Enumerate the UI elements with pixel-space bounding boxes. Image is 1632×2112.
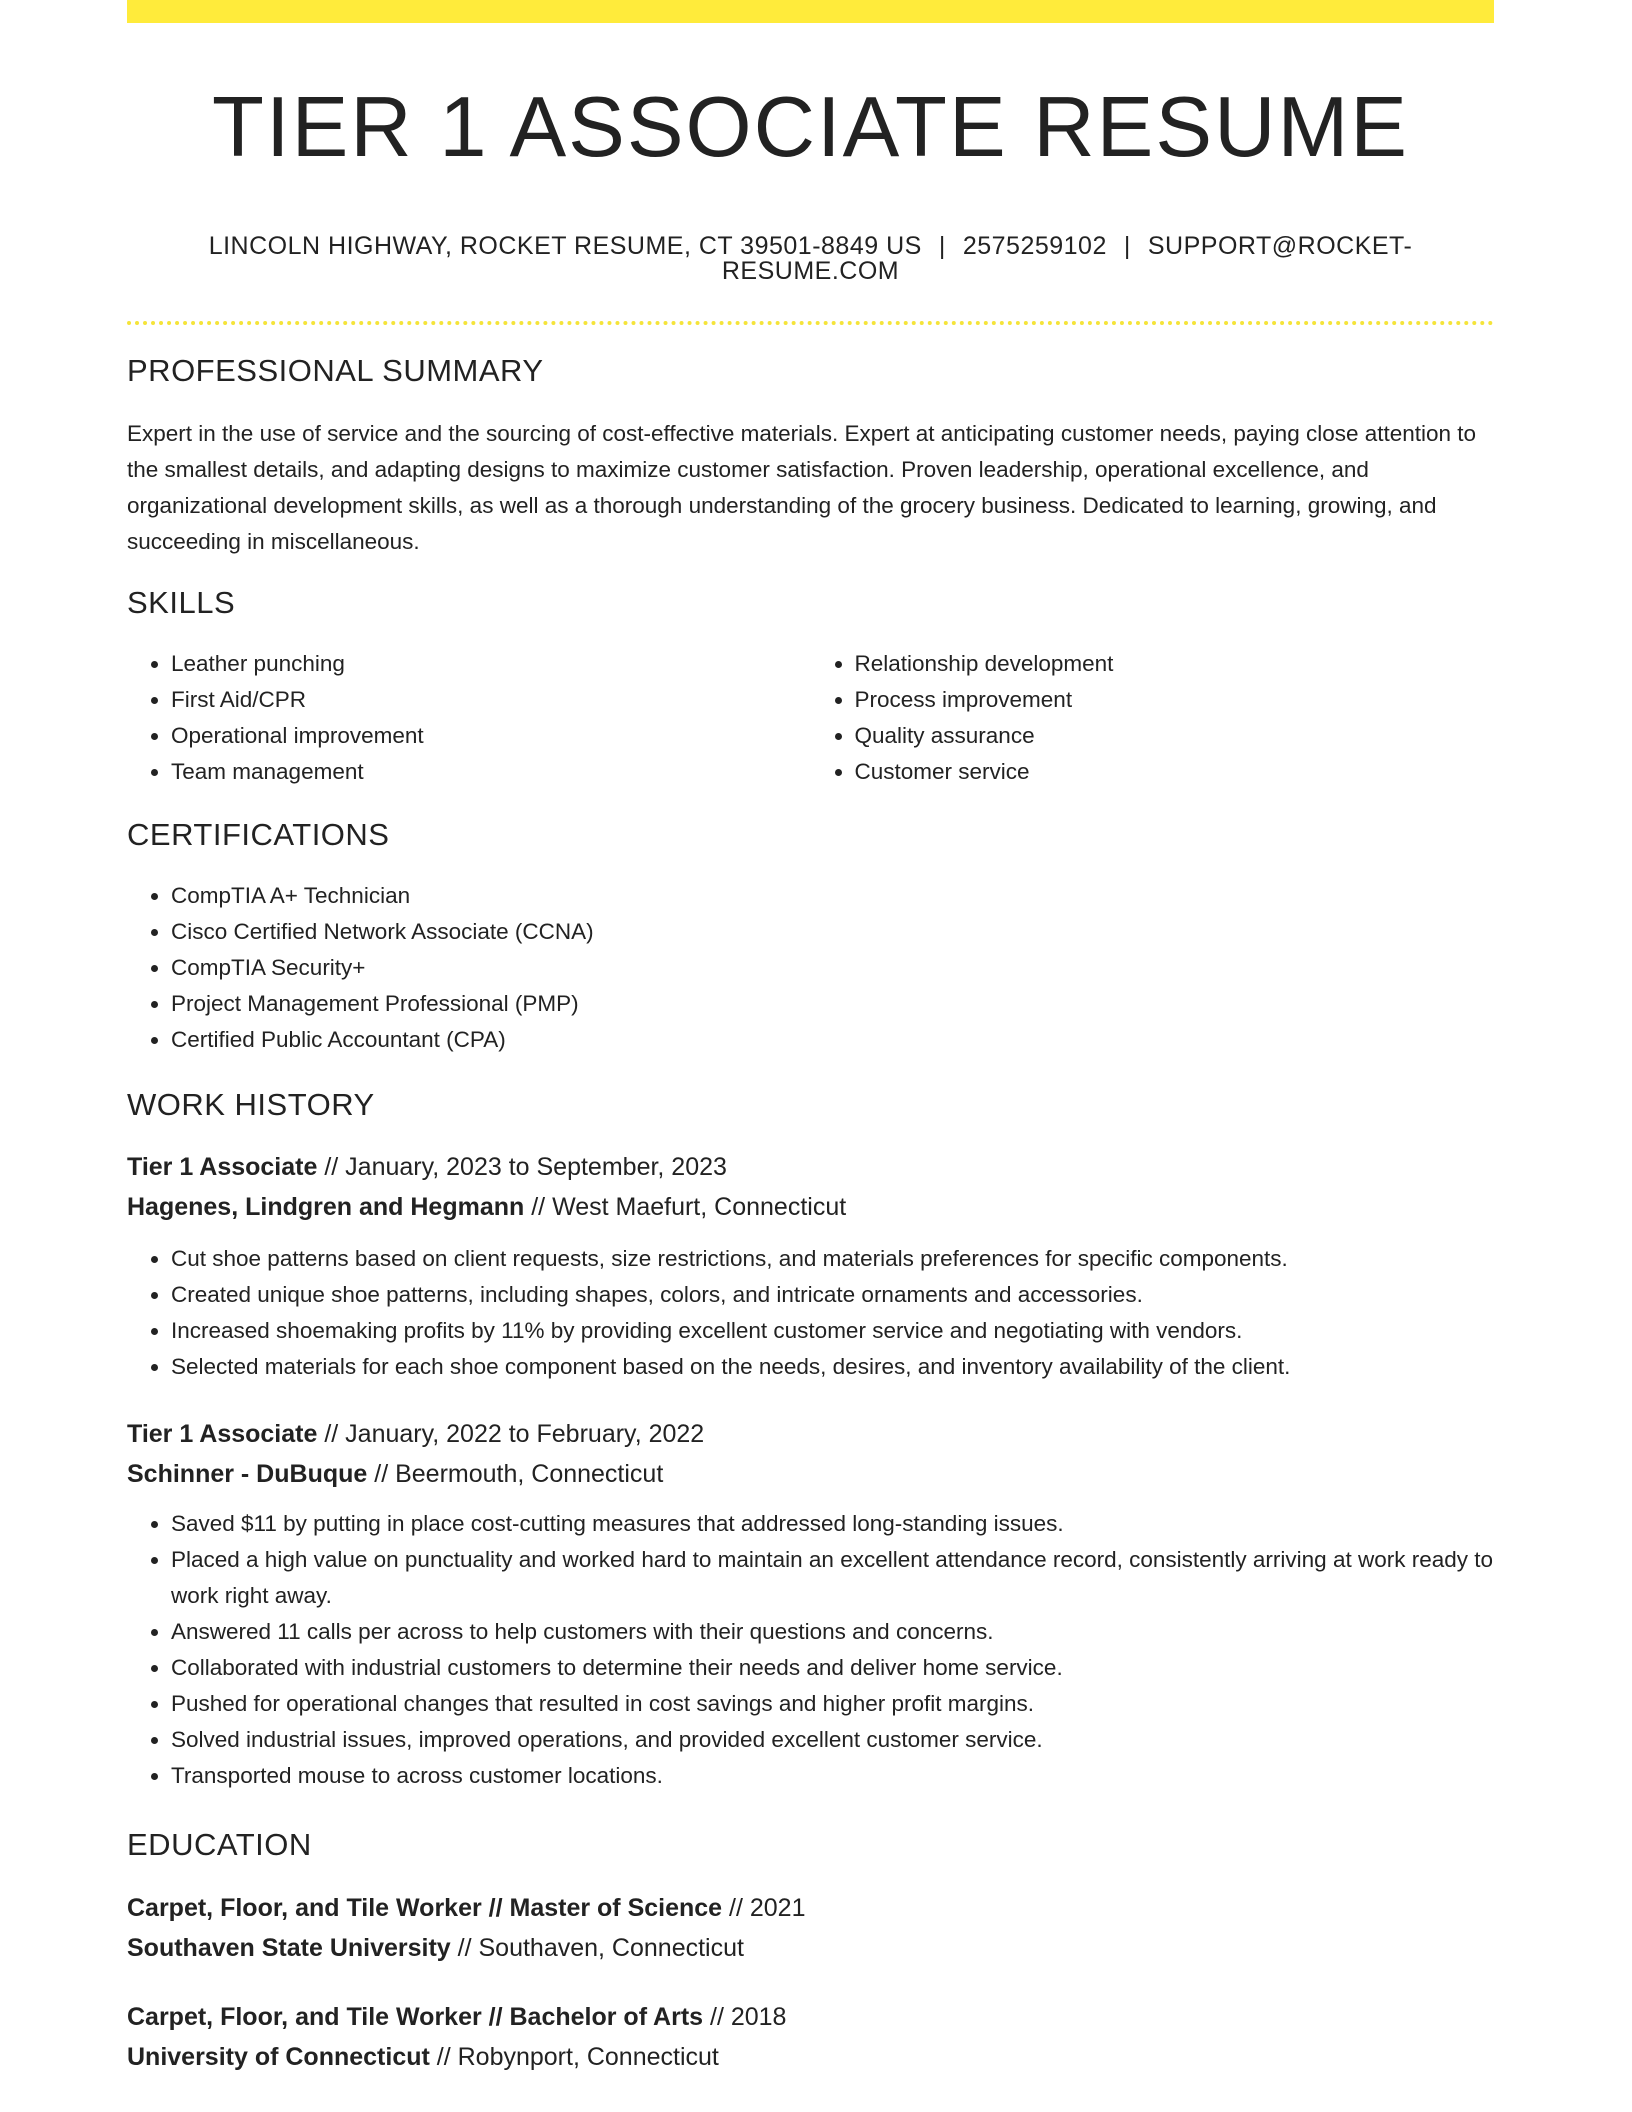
work-history-section bbox=[127, 1089, 1494, 1120]
resume-page bbox=[127, 0, 1494, 2071]
education-degree-line bbox=[127, 1888, 1494, 1928]
work-history-heading: WORK HISTORY bbox=[127, 1087, 375, 1122]
skills-heading: SKILLS bbox=[127, 585, 236, 620]
education-section bbox=[127, 1829, 1494, 1860]
education-location: // Robynport, Connecticut bbox=[429, 2043, 719, 2071]
job-bullet: • Placed a high value on punctuality and worked hard to maintain an excellent attendance record, consistently arriving at work ready to work right away. bbox=[171, 1542, 1494, 1614]
contact-email: SUPPORT@ROCKET-RESUME.COM bbox=[721, 232, 1413, 285]
contact-address: LINCOLN HIGHWAY, ROCKET RESUME, CT 39501-8849 US bbox=[208, 232, 922, 260]
skills-grid bbox=[127, 646, 1494, 790]
job-title-line bbox=[127, 1147, 1494, 1187]
certification-item: • Project Management Professional (PMP) bbox=[171, 986, 1494, 1022]
skills-list-left bbox=[127, 646, 811, 790]
job-bullet: • Pushed for operational changes that resulted in cost savings and higher profit margins. bbox=[171, 1686, 1494, 1722]
skill-item: • First Aid/CPR bbox=[171, 682, 811, 718]
resume-title: TIER 1 ASSOCIATE RESUME bbox=[212, 80, 1409, 175]
summary-section bbox=[127, 355, 1494, 560]
education-entry bbox=[127, 1888, 1494, 1968]
job-title: Tier 1 Associate bbox=[127, 1153, 318, 1181]
education-school-line bbox=[127, 2037, 1494, 2077]
certifications-section bbox=[127, 819, 1494, 1058]
education-degree-line bbox=[127, 1997, 1494, 2037]
job-company-line bbox=[127, 1454, 1494, 1494]
job-bullets bbox=[127, 1506, 1494, 1794]
job-bullet: • Cut shoe patterns based on client requests, size restrictions, and materials preferences for specific components. bbox=[171, 1241, 1494, 1277]
job-title-line bbox=[127, 1414, 1494, 1454]
job-bullet: • Increased shoemaking profits by 11% by providing excellent customer service and negotiating with vendors. bbox=[171, 1313, 1494, 1349]
job-entry bbox=[127, 1147, 1494, 1385]
contact-line bbox=[127, 234, 1494, 284]
skill-item: • Operational improvement bbox=[171, 718, 811, 754]
education-year: // 2021 bbox=[722, 1894, 806, 1922]
education-degree: Carpet, Floor, and Tile Worker // Master of Science bbox=[127, 1894, 723, 1922]
skill-item: • Team management bbox=[171, 754, 811, 790]
job-bullets bbox=[127, 1241, 1494, 1385]
job-dates: // January, 2023 to September, 2023 bbox=[317, 1153, 727, 1181]
top-accent-bar bbox=[127, 0, 1494, 23]
skill-item: • Process improvement bbox=[855, 682, 1495, 718]
job-dates: // January, 2022 to February, 2022 bbox=[317, 1420, 705, 1448]
education-school: Southaven State University bbox=[127, 1934, 451, 1962]
skills-list-right bbox=[811, 646, 1495, 790]
header-divider bbox=[127, 321, 1494, 325]
job-bullet: • Created unique shoe patterns, including shapes, colors, and intricate ornaments and accessories. bbox=[171, 1277, 1494, 1313]
job-company-line bbox=[127, 1187, 1494, 1227]
education-entry bbox=[127, 1997, 1494, 2077]
job-title: Tier 1 Associate bbox=[127, 1420, 318, 1448]
education-school: University of Connecticut bbox=[127, 2043, 430, 2071]
job-company: Schinner - DuBuque bbox=[127, 1460, 368, 1488]
job-bullet: • Collaborated with industrial customers to determine their needs and deliver home service. bbox=[171, 1650, 1494, 1686]
job-bullet: • Answered 11 calls per across to help customers with their questions and concerns. bbox=[171, 1614, 1494, 1650]
skill-item: • Quality assurance bbox=[855, 718, 1495, 754]
certifications-heading: CERTIFICATIONS bbox=[127, 817, 390, 852]
certification-item: • Certified Public Accountant (CPA) bbox=[171, 1022, 1494, 1058]
certification-item: • Cisco Certified Network Associate (CCNA) bbox=[171, 914, 1494, 950]
certification-item: • CompTIA A+ Technician bbox=[171, 878, 1494, 914]
contact-separator: | bbox=[1123, 232, 1131, 260]
contact-separator: | bbox=[938, 232, 946, 260]
job-bullet: • Saved $11 by putting in place cost-cutting measures that addressed long-standing issues. bbox=[171, 1506, 1494, 1542]
education-heading: EDUCATION bbox=[127, 1827, 312, 1862]
job-bullet: • Solved industrial issues, improved operations, and provided excellent customer service. bbox=[171, 1722, 1494, 1758]
contact-phone: 2575259102 bbox=[962, 232, 1107, 260]
education-location: // Southaven, Connecticut bbox=[450, 1934, 744, 1962]
job-entry bbox=[127, 1414, 1494, 1794]
summary-text: Expert in the use of service and the sourcing of cost-effective materials. Expert at anticipating customer needs, paying close attention to the smallest details, and adapting designs to maximize customer satisfaction. Proven leadership, operational excellence, and organizational development skills, as well as a thorough understanding of the grocery business. Dedicated to learning, growing, and succeeding in miscellaneous. bbox=[127, 421, 1477, 554]
job-location: // West Maefurt, Connecticut bbox=[524, 1193, 847, 1221]
skill-item: • Customer service bbox=[855, 754, 1495, 790]
job-bullet: • Transported mouse to across customer locations. bbox=[171, 1758, 1494, 1794]
job-company: Hagenes, Lindgren and Hegmann bbox=[127, 1193, 525, 1221]
certifications-list bbox=[127, 878, 1494, 1058]
skill-item: • Leather punching bbox=[171, 646, 811, 682]
education-degree: Carpet, Floor, and Tile Worker // Bachelor of Arts bbox=[127, 2003, 704, 2031]
skills-section bbox=[127, 587, 1494, 790]
skill-item: • Relationship development bbox=[855, 646, 1495, 682]
education-year: // 2018 bbox=[703, 2003, 787, 2031]
job-location: // Beermouth, Connecticut bbox=[367, 1460, 664, 1488]
certification-item: • CompTIA Security+ bbox=[171, 950, 1494, 986]
job-bullet: • Selected materials for each shoe component based on the needs, desires, and inventory availability of the client. bbox=[171, 1349, 1494, 1385]
summary-heading: PROFESSIONAL SUMMARY bbox=[127, 353, 544, 388]
education-school-line bbox=[127, 1928, 1494, 1968]
